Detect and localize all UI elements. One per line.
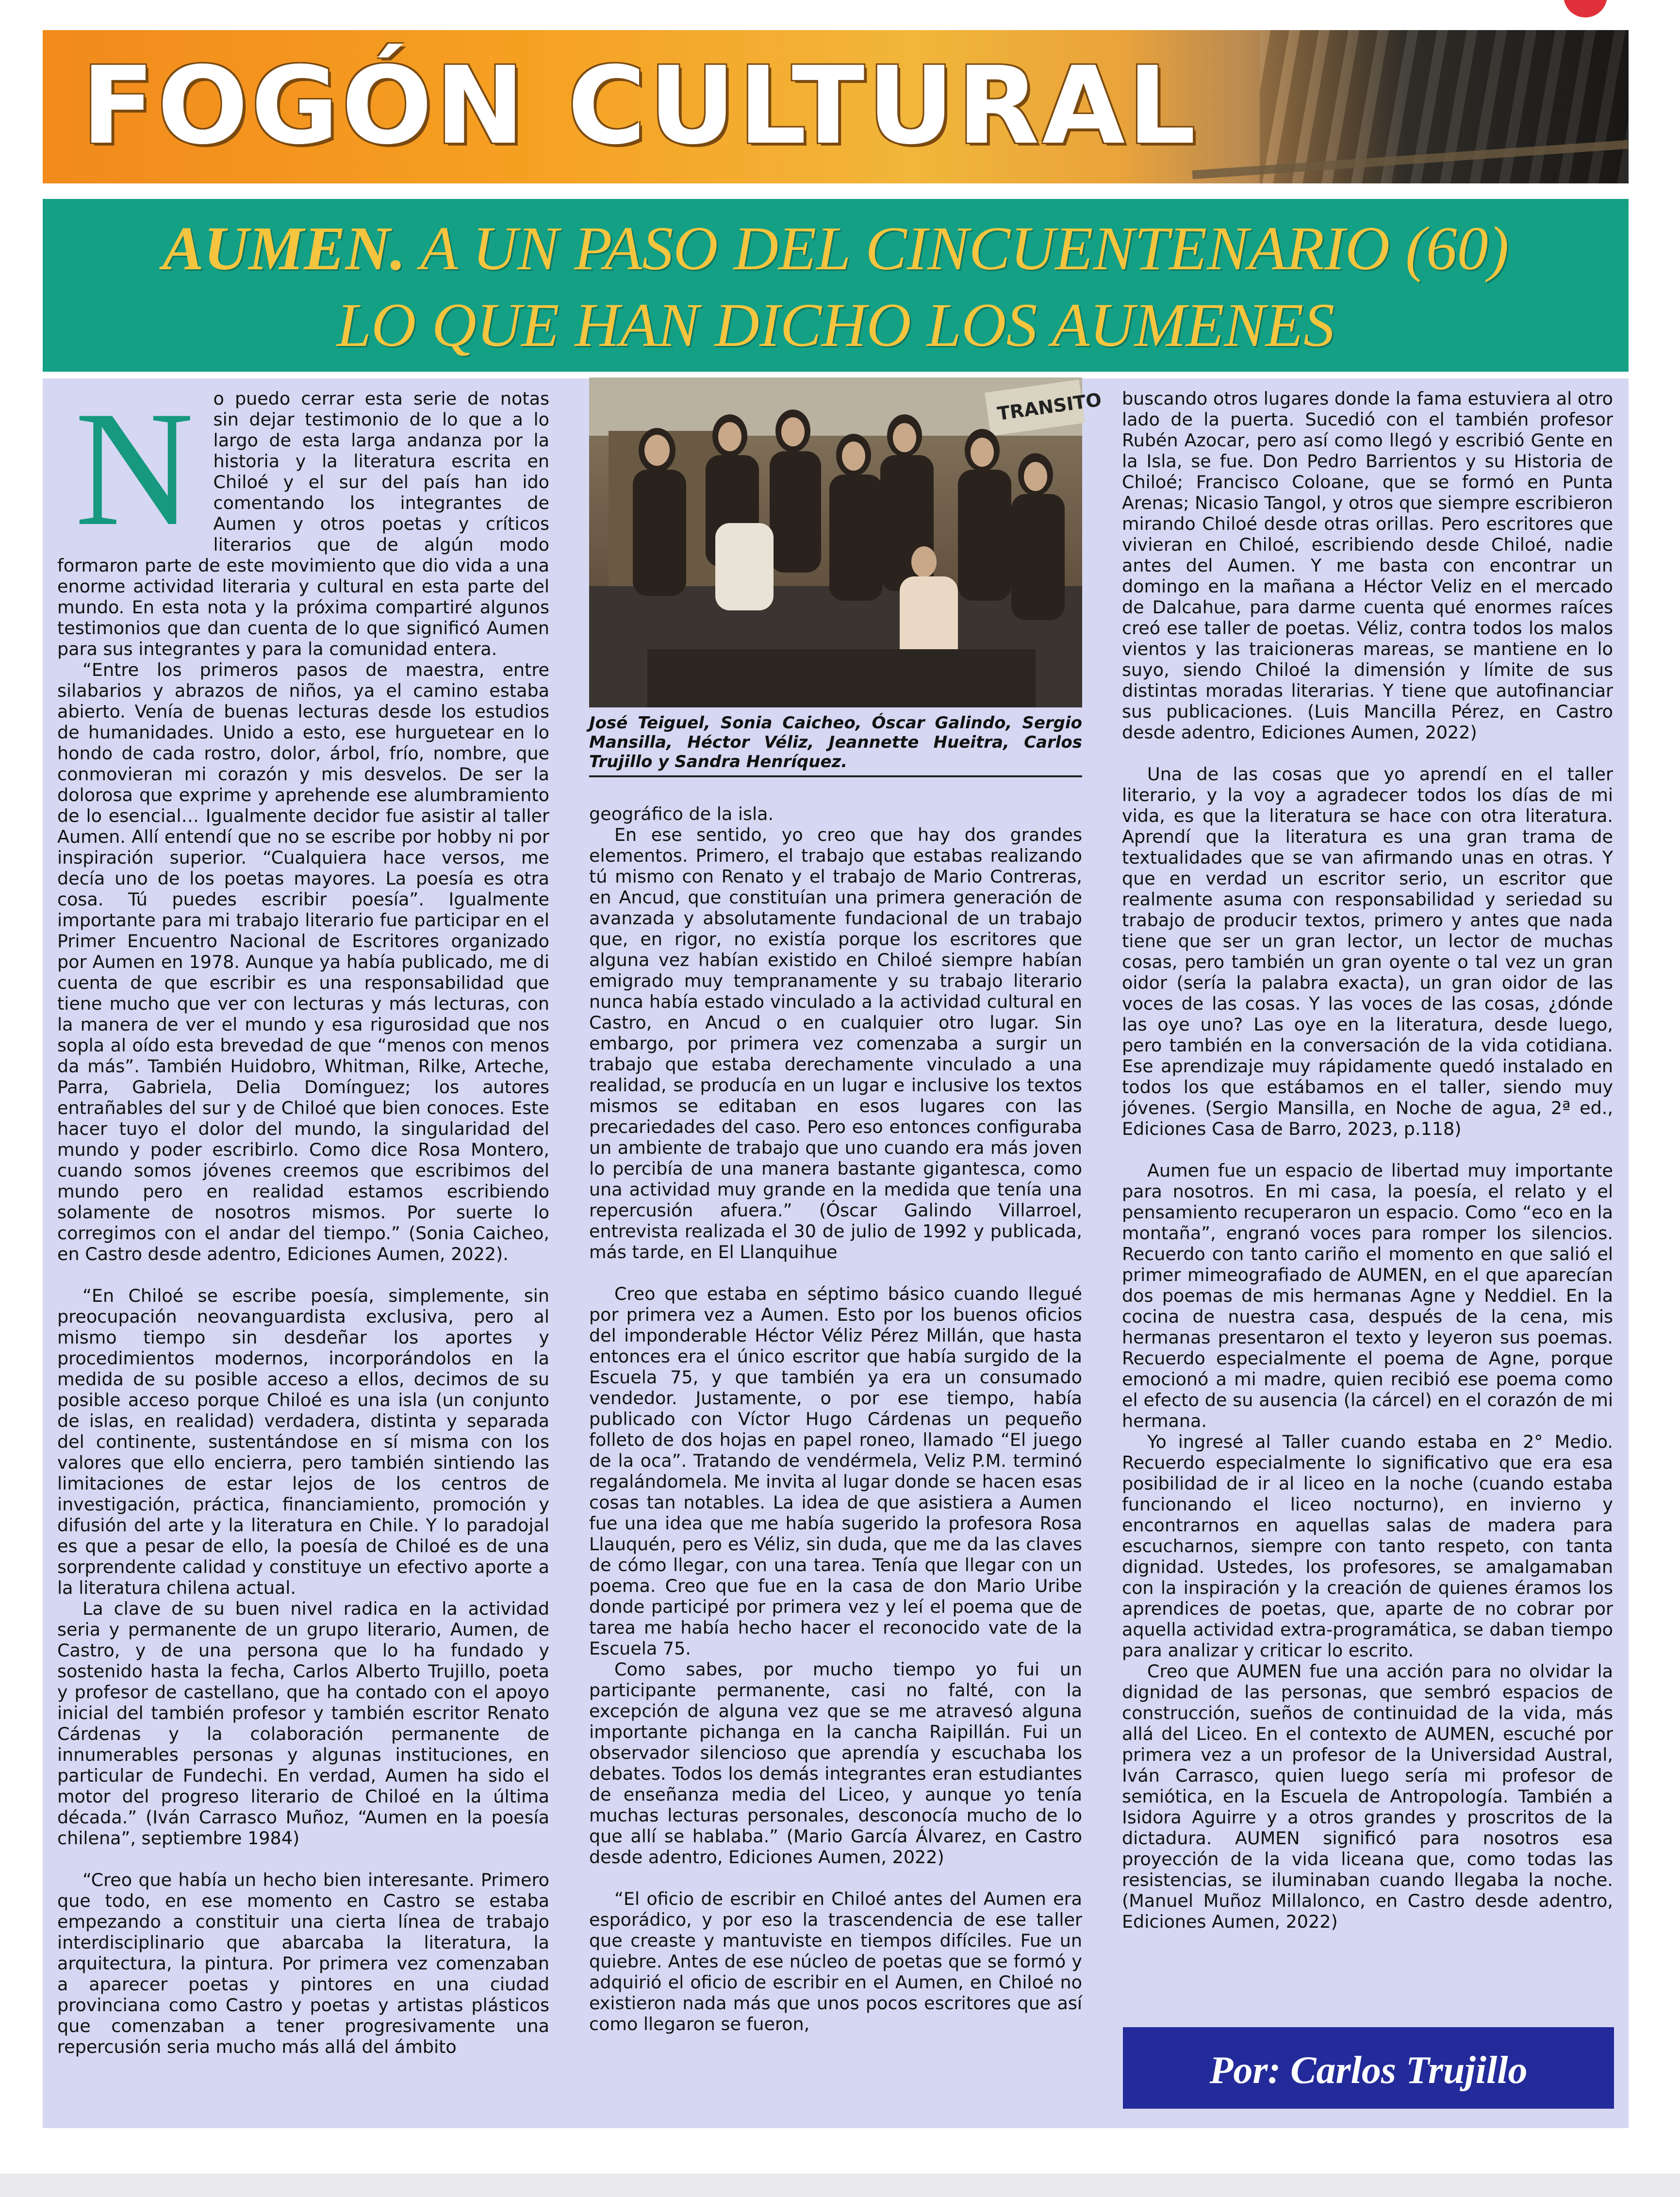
headline-line-1 (43, 214, 1629, 283)
headline-band (43, 199, 1629, 372)
paragraph: Como sabes, por mucho tiempo yo fui un participante permanente, casi no falté, con la excepción de alguna vez que se me atravesó alguna importante pichanga en la cancha Raipillán. Fui un observador silencioso que aprendía y escuchaba los debates. Todos los demás integrantes eran estudiantes de enseñanza media del Liceo, y aunque yo tenía muchas lecturas personales, desconocía mucho de lo que allí se hablaba.” (Mario García Álvarez, en Castro desde adentro, Ediciones Aumen, 2022) (589, 1659, 1082, 1868)
group-photo (589, 377, 1103, 707)
paragraph: o puedo cerrar esta serie de notas sin dejar testimonio de lo que a lo largo de esta larga andanza por la historia y la literatura escrita en Chiloé y el sur del país han ido comentando los integrantes de Aumen y otros poetas y críticos literarios que de algún modo formaron parte de este movimiento que dio vida a una enorme actividad literaria y cultural en esta parte del mundo. En esta nota y la próxima compartiré algunos testimonios que dan cuenta de lo que significó Aumen para sus integrantes y para la comunidad entera. (57, 388, 549, 659)
paragraph: buscando otros lugares donde la fama estuviera al otro lado de la puerta. Sucedió con el también profesor Rubén Azocar, pero así como llegó y escribió Gente en la Isla, se fue. Don Pedro Barrientos y su Historia de Chiloé; Francisco Coloane, que se formó en Punta Arenas; Nicasio Tangol, y otros que siempre escribieron mirando Chiloé desde otras orillas. Pero escritores que vivieran en Chiloé, escribiendo desde Chiloé, nadie antes del Aumen. Y me basta con encontrar un domingo en la mañana a Héctor Veliz en el mercado de Dalcahue, para darme cuenta qué enormes raíces creó ese taller de poetas. Véliz, contra todos los malos vientos y las traicioneras mareas, se mantiene en lo suyo, siendo Chiloé la dimensión y límite de sus distintas moradas literarias. Y tiene que autofinanciar sus publicaciones. (Luis Mancilla Pérez, en Castro desde adentro, Ediciones Aumen, 2022) (1122, 388, 1613, 743)
paragraph: geográfico de la isla. (589, 803, 774, 824)
author-byline: Por: Carlos Trujillo (1209, 2049, 1528, 2092)
headline-line-1-rest: A UN PASO DEL CINCUENTENARIO (60) (406, 214, 1509, 283)
group-photo-illustration (589, 377, 1103, 707)
caption-divider (589, 775, 1082, 777)
paragraph: En ese sentido, yo creo que hay dos grandes elementos. Primero, el trabajo que estabas realizando tú mismo con Renato y el trabajo de Mario Contreras, en Ancud, que constituían una primera generación de avanzada y absolutamente fundacional de un trabajo que, en rigor, no existía porque los escritores que alguna vez habían existido en Chiloé siempre habían emigrado muy tempranamente y su trabajo literario nunca había estado vinculado a la actividad cultural en Castro, en Ancud o en cualquier otro lugar. Sin embargo, por primera vez comenzaba a surgir un trabajo que estaba derechamente vinculado a una realidad, se producía en un lugar e inclusive los textos mismos se editaban en esos lugares con las precariedades del caso. Pero eso entonces configuraba un ambiente de trabajo que uno cuando era más joven lo percibía de una manera bastante gigantesca, como una actividad muy grande en la medida que tenía una repercusión afuera.” (Óscar Galindo Villarroel, entrevista realizada el 30 de julio de 1992 y publicada, más tarde, en El Llanquihue (589, 824, 1082, 1262)
paragraph: Aumen fue un espacio de libertad muy importante para nosotros. En mi casa, la poesía, el relato y el pensamiento recuperaron un espacio. Como “eco en la montaña”, engranó voces para romper los silencios. Recuerdo con tanto cariño el momento en que salió el primer mimeografiado de AUMEN, en el que aparecían dos poemas de mis hermanas Agne y Neddiel. En la cocina de nuestra casa, después de la cena, mis hermanas presentaron el texto y leyeron sus poemas. Recuerdo especialmente el poema de Agne, porque emocionó a mi madre, quien recibió ese poema como el efecto de su ausencia (la cárcel) en el corazón de mi hermana. (1122, 1160, 1613, 1431)
section-banner (43, 30, 1629, 183)
paragraph: Una de las cosas que yo aprendí en el taller literario, y la voy a agradecer todos los días de mi vida, es que la literatura se hace con otra literatura. Aprendí que la literatura es una gran trama de textualidades que se van afirmando unas en otras. Y que en verdad un escritor serio, un escritor que realmente asuma con responsabilidad y seriedad su trabajo de producir textos, primero y antes que nada tiene que ser un gran lector, un lector de muchas cosas, pero también un gran oyente o tal vez un gran oidor (sería la palabra exacta), un gran oidor de las voces de las cosas. Y las voces de las cosas, ¿dónde las oye uno? Las oye en la literatura, desde luego, pero también en la conversación de la vida cotidiana. Ese aprendizaje muy rápidamente quedó instalado en todos los que estábamos en el taller, siendo muy jóvenes. (Sergio Mansilla, en Noche de agua, 2ª ed., Ediciones Casa de Barro, 2023, p.118) (1122, 764, 1613, 1139)
article-column-1 (57, 377, 549, 2057)
paragraph: “Creo que había un hecho bien interesante. Primero que todo, en ese momento en Castro se estaba empezando a constituir una cierta línea de trabajo interdisciplinario que abarcaba la literatura, la arquitectura, la pintura. Por primera vez comenzaban a aparecer poetas y pintores en una ciudad provinciana como Castro y poetas y artistas plásticos que comenzaban a tener progresivamente una repercusión seria mucho más allá del ámbito (57, 1869, 549, 2057)
headline-strong: AUMEN. (162, 214, 406, 283)
paragraph: Creo que estaba en séptimo básico cuando llegué por primera vez a Aumen. Esto por los buenos oficios del imponderable Héctor Véliz Pérez Millán, que hasta entonces era el único escritor que había surgido de la Escuela 75, y que también ya era un consumado vendedor. Justamente, o por ese tiempo, había publicado con Víctor Hugo Cárdenas un pequeño folleto de dos hojas en papel roneo, llamado “El juego de la oca”. Tratando de vendérmela, Veliz P.M. terminó regalándomela. Me invita al lugar donde se hacen esas cosas tan notables. La idea de que asistiera a Aumen fue una idea que me había sugerido la profesora Rosa Llauquén, pero es Véliz, sin duda, que me da las claves de cómo llegar, con una tarea. Tenía que llegar con un poema. Creo que fue en la casa de don Mario Uribe donde participé por primera vez y leí el poema que de tarea me había hecho hacer el reconocido vate de la Escuela 75. (589, 1283, 1082, 1659)
paragraph: “Entre los primeros pasos de maestra, entre silabarios y abrazos de niños, ya el camino estaba abierto. Venía de buenas lecturas desde los estudios de humanidades. Unido a esto, ese hurguetear en lo hondo de cada rostro, dolor, árbol, frío, nombre, que conmovieran mi corazón y mis desvelos. De ser la dolorosa que exprime y aprehende ese alumbramiento de lo esencial… Igualmente decidor fue asistir al taller Aumen. Allí entendí que no se escribe por hobby ni por inspiración superior. “Cualquiera hace versos, me decía uno de los poetas mayores. La poesía es otra cosa. Tú puedes escribir poesía”. Igualmente importante para mi trabajo literario fue participar en el Primer Encuentro Nacional de Escritores organizado por Aumen en 1978. Aunque ya había publicado, me di cuenta de que escribir es una responsabilidad que tiene mucho que ver con lecturas y más lecturas, con la manera de ver el mundo y esa rigurosidad que nos sopla al oído esta brevedad de que “menos con menos da más”. También Huidobro, Whitman, Rilke, Arteche, Parra, Gabriela, Delia Domínguez; los autores entrañables del sur y de Chiloé que bien conoces. Este hacer tuyo el dolor del mundo, la singularidad del mundo y poder escribirlo. Como dice Rosa Montero, cuando somos jóvenes creemos que escribimos del mundo pero en realidad estamos escribiendo solamente de nosotros mismos. Por suerte lo corregimos con el andar del tiempo.” (Sonia Caicheo, en Castro desde adentro, Ediciones Aumen, 2022). (57, 659, 549, 1264)
paragraph: Yo ingresé al Taller cuando estaba en 2° Medio. Recuerdo especialmente lo significativo que era esa posibilidad de ir al liceo en la noche (cuando estaba funcionando el liceo nocturno), en invierno y encontrarnos en aquellas salas de madera para escucharnos, siempre con tanto respeto, con tanta dignidad. Ustedes, los profesores, se amalgamaban con la inspiración y la creación de quienes éramos los aprendices de poetas, que, aparte de no cobrar por aquella actividad extra-programática, se daban tiempo para analizar y criticar lo escrito. (1122, 1431, 1613, 1661)
photo-sign: TRANSITO (996, 389, 1103, 425)
author-box (1123, 2027, 1614, 2109)
paragraph: La clave de su buen nivel radica en la actividad seria y permanente de un grupo literario, Aumen, de Castro, y de una persona que lo ha fundado y sostenido hasta la fecha, Carlos Alberto Trujillo, poeta y profesor de castellano, que ha contado con el apoyo inicial del también profesor y también escritor Renato Cárdenas y la colaboración permanente de innumerables personas y algunas instituciones, en particular de Fundechi. En verdad, Aumen ha sido el motor del progreso literario de Chiloé en la última década.” (Iván Carrasco Muñoz, “Aumen en la poesía chilena”, septiembre 1984) (57, 1598, 549, 1849)
article-column-2 (589, 803, 1082, 2034)
headline-line-2: LO QUE HAN DICHO LOS AUMENES (336, 291, 1335, 360)
paragraph: Creo que AUMEN fue una acción para no olvidar la dignidad de las personas, que sembró espacios de construcción, sueños de continuidad de la vida, más allá del Liceo. En el contexto de AUMEN, escuché por primera vez a un profesor de la Universidad Austral, Iván Carrasco, quien luego sería mi profesor de semiótica, en la Escuela de Antropología. También a Isidora Aguirre y a otros grandes y proscritos de la dictadura. AUMEN significó para nosotros esa proyección de la vida liceana que, como todas las resistencias, se iluminaban cuando llegaba la noche. (Manuel Muñoz Millalonco, en Castro desde adentro, Ediciones Aumen, 2022) (1122, 1661, 1613, 1932)
page-footer-strip (0, 2174, 1680, 2197)
paragraph: “En Chiloé se escribe poesía, simplemente, sin preocupación neovanguardista exclusiva, pero al mismo tiempo sin desdeñar los aportes y procedimientos modernos, incorporándolos en la medida de su posible acceso a ellos, decimos de su posible acceso porque Chiloé es una isla (un conjunto de islas, en realidad) verdadera, distinta y separada del continente, sustentándose en sí misma con los valores que ello encierra, pero también sintiendo las limitaciones de estar lejos de los centros de investigación, práctica, financiamiento, promoción y difusión del arte y la literatura en Chile. Y lo paradojal es que a pesar de ello, la poesía de Chiloé es de una sorprendente calidad y constituye un efectivo aporte a la literatura chilena actual. (57, 1285, 549, 1598)
photo-caption: José Teiguel, Sonia Caicheo, Óscar Galindo, Sergio Mansilla, Héctor Véliz, Jeannette Hueitra, Carlos Trujillo y Sandra Henríquez. (589, 713, 1082, 771)
article-column-3 (1122, 388, 1613, 1932)
corner-badge (1564, 0, 1607, 17)
section-title: FOGÓN CULTURAL (82, 44, 1199, 168)
drop-cap: N (75, 377, 194, 560)
paragraph: “El oficio de escribir en Chiloé antes del Aumen era esporádico, y por eso la trascendencia de ese taller que creaste y mantuviste en tiempos difíciles. Fue un quiebre. Antes de ese núcleo de poetas que se formó y adquirió el oficio de escribir en el Aumen, en Chiloé no existieron nada más que unos pocos escritores que así como llegaron se fueron, (589, 1888, 1082, 2034)
